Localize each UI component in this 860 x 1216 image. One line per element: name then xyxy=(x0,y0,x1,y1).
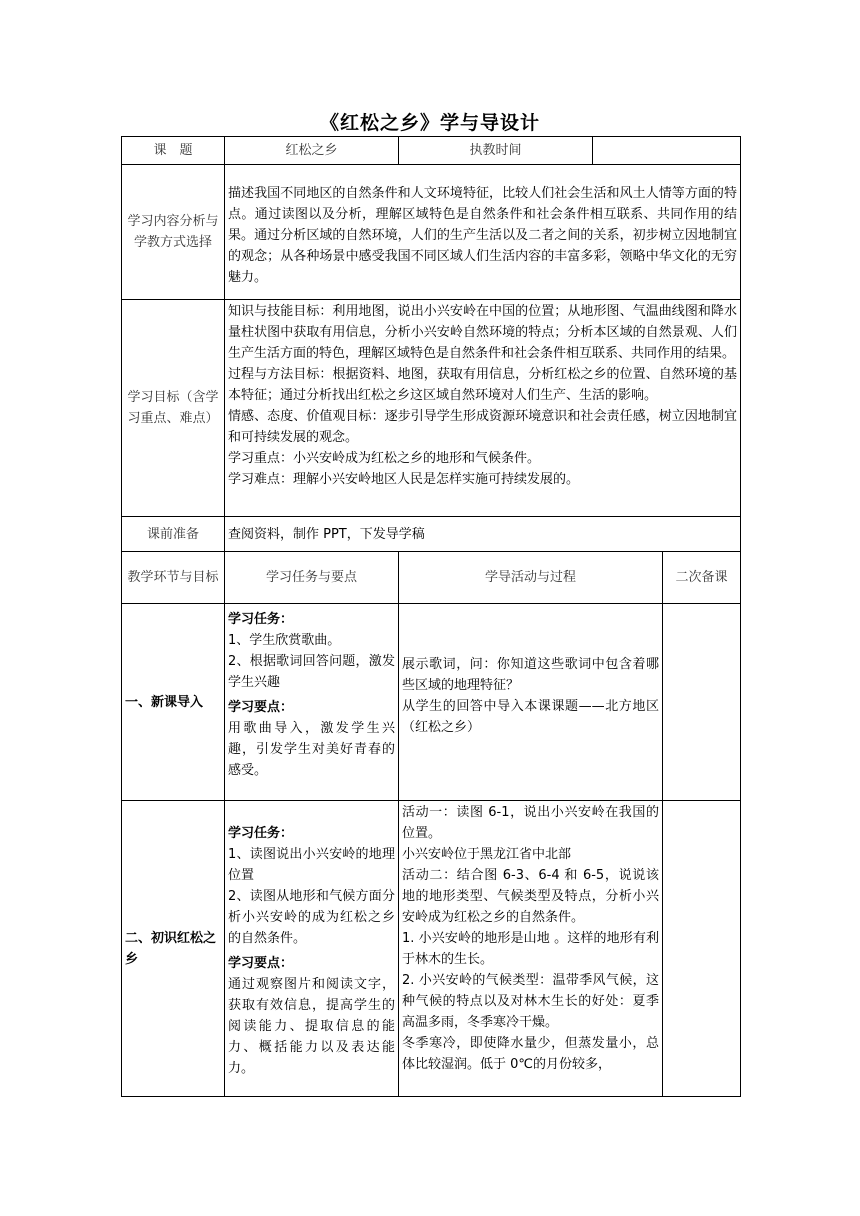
prep-text: 查阅资料，制作 PPT，下发导学稿 xyxy=(225,517,741,552)
activity-item: 2. 小兴安岭的气候类型：温带季风气候，这种气候的特点以及对林木生长的好处：夏季高温多雨，冬季寒冷干燥。 xyxy=(402,973,659,1030)
topic-label: 课 题 xyxy=(122,137,225,165)
time-value xyxy=(593,137,741,165)
section-row-intro xyxy=(122,604,741,801)
section-task-cell xyxy=(225,604,399,801)
col-task: 学习任务与要点 xyxy=(225,552,399,604)
section-remark-cell xyxy=(663,801,741,1097)
activity-item: 1. 小兴安岭的地形是山地 。这样的地形有利于林木的生长。 xyxy=(402,931,659,967)
col-activity: 学导活动与过程 xyxy=(399,552,663,604)
task-item: 1、读图说出小兴安岭的地理位置 xyxy=(228,847,395,883)
section-name: 一、新课导入 xyxy=(122,604,225,801)
task-item: 2、读图从地形和气候方面分析小兴安岭的成为红松之乡的自然条件。 xyxy=(228,889,395,946)
activity-item: 从学生的回答中导入本课课题——北方地区（红松之乡） xyxy=(402,699,659,735)
section-task-cell xyxy=(225,801,399,1097)
activity-item: 展示歌词，问：你知道这些歌词中包含着哪些区域的地理特征？ xyxy=(402,657,659,693)
section-activity-cell xyxy=(399,801,663,1097)
document-title: 《红松之乡》学与导设计 xyxy=(319,112,540,134)
section-row-explore xyxy=(122,801,741,1097)
header-row xyxy=(122,137,741,165)
activity-item: 活动一：读图 6-1，说出小兴安岭在我国的位置。 xyxy=(402,805,659,841)
col-stage: 教学环节与目标 xyxy=(122,552,225,604)
objective-knowledge: 知识与技能目标：利用地图，说出小兴安岭在中国的位置；从地形图、气温曲线图和降水量柱状图中获取有用信息，分析小兴安岭自然环境的特点；分析本区域的自然景观、人们生产生活方面的特色，理解区域特色是自然条件和社会条件相互联系、共同作用的结果。 xyxy=(228,304,737,361)
analysis-text: 描述我国不同地区的自然条件和人文环境特征，比较人们社会生活和风土人情等方面的特点。通过读图以及分析，理解区域特色是自然条件和社会条件相互联系、共同作用的结果。通过分析区域的自然环境，人们的生产生活以及二者之间的关系，初步树立因地制宜的观念；从各种场景中感受我国不同区域人们生活内容的丰富多彩，领略中华文化的无穷魅力。 xyxy=(225,165,741,300)
task-item: 2、根据歌词回答问题，激发学生兴趣 xyxy=(228,654,395,690)
section-name: 二、初识红松之乡 xyxy=(122,801,225,1097)
points-text: 用歌曲导入，激发学生兴趣，引发学生对美好青春的感受。 xyxy=(228,721,395,778)
time-label: 执教时间 xyxy=(399,137,593,165)
points-heading: 学习要点： xyxy=(228,956,294,971)
topic-value: 红松之乡 xyxy=(225,137,399,165)
points-text: 通过观察图片和阅读文字，获取有效信息，提高学生的阅读能力、提取信息的能力、概括能力以及表达能力。 xyxy=(228,977,395,1076)
analysis-row xyxy=(122,165,741,300)
section-remark-cell xyxy=(663,604,741,801)
points-heading: 学习要点： xyxy=(228,700,294,715)
task-item: 1、学生欣赏歌曲。 xyxy=(228,633,341,648)
column-header-row xyxy=(122,552,741,604)
col-remark: 二次备课 xyxy=(663,552,741,604)
objectives-label: 学习目标（含学习重点、难点） xyxy=(122,300,225,517)
lesson-plan-table xyxy=(121,136,741,1097)
activity-item: 冬季寒冷，即使降水量少，但蒸发量小，总体比较湿润。低于 0℃的月份较多， xyxy=(402,1036,659,1072)
objectives-cell xyxy=(225,300,741,517)
objective-attitude: 情感、态度、价值观目标：逐步引导学生形成资源环境意识和社会责任感，树立因地制宜和可持续发展的观念。 xyxy=(228,409,737,445)
objective-process: 过程与方法目标：根据资料、地图，获取有用信息，分析红松之乡的位置、自然环境的基本特征；通过分析找出红松之乡这区域自然环境对人们生产、生活的影响。 xyxy=(228,367,737,403)
prep-row xyxy=(122,517,741,552)
task-heading: 学习任务： xyxy=(228,826,294,841)
prep-label: 课前准备 xyxy=(122,517,225,552)
objectives-row xyxy=(122,300,741,517)
activity-item: 小兴安岭位于黑龙江省中北部 xyxy=(402,847,572,862)
analysis-label: 学习内容分析与学教方式选择 xyxy=(122,165,225,300)
activity-item: 活动二：结合图 6-3、6-4 和 6-5，说说该地的地形类型、气候类型及特点，分析小兴安岭成为红松之乡的自然条件。 xyxy=(402,868,659,925)
objective-key-point: 学习重点：小兴安岭成为红松之乡的地形和气候条件。 xyxy=(228,451,541,466)
objective-difficulty: 学习难点：理解小兴安岭地区人民是怎样实施可持续发展的。 xyxy=(228,472,580,487)
task-heading: 学习任务： xyxy=(228,612,294,627)
section-activity-cell xyxy=(399,604,663,801)
